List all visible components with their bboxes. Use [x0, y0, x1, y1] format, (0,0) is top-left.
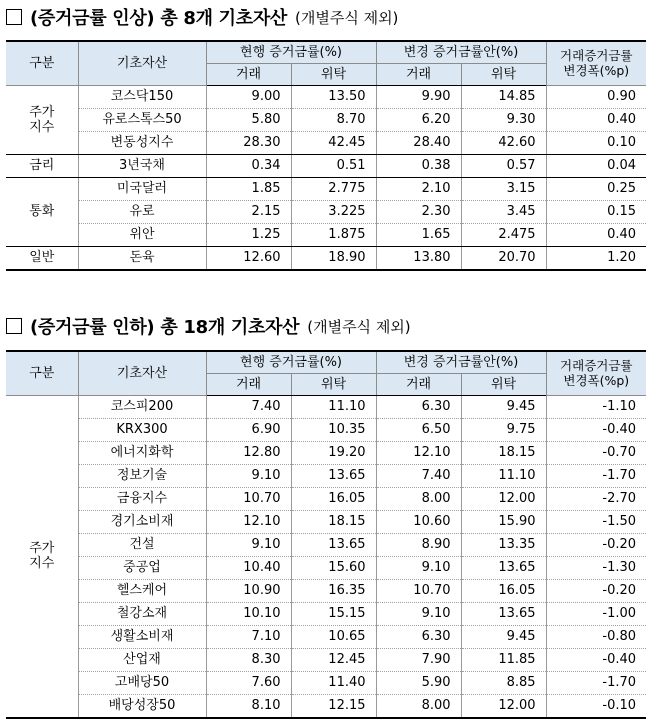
asset-cell: 배당성장50 — [78, 694, 206, 718]
current-trade-cell: 5.80 — [206, 108, 291, 131]
category-cell — [6, 85, 78, 154]
current-trust-cell: 12.45 — [291, 648, 376, 671]
proposed-trade-cell: 1.65 — [376, 223, 461, 246]
proposed-trust-cell: 0.57 — [461, 154, 546, 177]
proposed-trust-cell: 11.85 — [461, 648, 546, 671]
header-proposed: 변경 증거금률안(%) — [376, 351, 546, 373]
change-cell: -0.10 — [546, 694, 646, 718]
asset-cell: 유로 — [78, 200, 206, 223]
proposed-trust-cell: 2.475 — [461, 223, 546, 246]
current-trust-cell: 19.20 — [291, 441, 376, 464]
proposed-trade-cell: 8.00 — [376, 694, 461, 718]
asset-cell: 3년국채 — [78, 154, 206, 177]
category-label: 통화 — [29, 204, 55, 219]
current-trade-cell: 9.10 — [206, 464, 291, 487]
proposed-trade-cell: 13.80 — [376, 246, 461, 270]
header-change — [546, 351, 646, 395]
section-note: (개별주식 제외) — [307, 317, 411, 336]
table-row — [6, 625, 646, 648]
header-proposed-trade: 거래 — [376, 373, 461, 395]
change-cell: 0.10 — [546, 131, 646, 154]
current-trade-cell: 2.15 — [206, 200, 291, 223]
current-trade-cell: 12.80 — [206, 441, 291, 464]
change-cell: 1.20 — [546, 246, 646, 270]
current-trade-cell: 1.85 — [206, 177, 291, 200]
asset-cell: 유로스톡스50 — [78, 108, 206, 131]
proposed-trade-cell: 8.00 — [376, 487, 461, 510]
current-trust-cell: 0.51 — [291, 154, 376, 177]
current-trust-cell: 16.35 — [291, 579, 376, 602]
proposed-trade-cell: 9.90 — [376, 85, 461, 108]
table-row — [6, 246, 646, 270]
header-current: 현행 증거금률(%) — [206, 351, 376, 373]
current-trade-cell: 6.90 — [206, 418, 291, 441]
asset-cell: 코스닥150 — [78, 85, 206, 108]
header-category: 구분 — [6, 351, 78, 395]
section-title-increase — [6, 2, 398, 32]
current-trust-cell: 11.40 — [291, 671, 376, 694]
asset-cell: 코스피200 — [78, 395, 206, 418]
current-trust-cell: 13.50 — [291, 85, 376, 108]
proposed-trust-cell: 13.65 — [461, 556, 546, 579]
header-change-line2: 변경폭(%p) — [563, 63, 630, 79]
proposed-trust-cell: 9.75 — [461, 418, 546, 441]
table-body — [6, 85, 646, 270]
proposed-trade-cell: 6.50 — [376, 418, 461, 441]
asset-cell: 미국달러 — [78, 177, 206, 200]
current-trade-cell: 12.10 — [206, 510, 291, 533]
current-trust-cell: 11.10 — [291, 395, 376, 418]
header-change-line1: 거래증거금률 — [560, 358, 633, 374]
current-trade-cell: 28.30 — [206, 131, 291, 154]
proposed-trade-cell: 7.40 — [376, 464, 461, 487]
current-trade-cell: 1.25 — [206, 223, 291, 246]
proposed-trust-cell: 13.35 — [461, 533, 546, 556]
category-label: 주가 — [29, 104, 55, 120]
current-trade-cell: 10.10 — [206, 602, 291, 625]
table-row — [6, 441, 646, 464]
table-body — [6, 395, 646, 718]
table-row — [6, 177, 646, 200]
current-trust-cell: 10.35 — [291, 418, 376, 441]
table-row — [6, 671, 646, 694]
asset-cell: 생활소비재 — [78, 625, 206, 648]
section-title-decrease — [6, 311, 411, 341]
asset-cell: 산업재 — [78, 648, 206, 671]
current-trust-cell: 16.05 — [291, 487, 376, 510]
table-row — [6, 395, 646, 418]
table-row — [6, 648, 646, 671]
proposed-trade-cell: 2.30 — [376, 200, 461, 223]
table-row — [6, 533, 646, 556]
current-trust-cell: 15.15 — [291, 602, 376, 625]
proposed-trade-cell: 8.90 — [376, 533, 461, 556]
change-cell: -1.00 — [546, 602, 646, 625]
change-cell: -1.70 — [546, 671, 646, 694]
current-trust-cell: 13.65 — [291, 464, 376, 487]
table-row — [6, 510, 646, 533]
proposed-trust-cell: 20.70 — [461, 246, 546, 270]
table-row — [6, 154, 646, 177]
change-cell: 0.15 — [546, 200, 646, 223]
change-cell: -1.30 — [546, 556, 646, 579]
decrease-margin-table — [6, 350, 646, 719]
table-row — [6, 579, 646, 602]
category-cell — [6, 246, 78, 270]
proposed-trade-cell: 5.90 — [376, 671, 461, 694]
category-label: 주가 — [29, 541, 55, 556]
header-proposed-trust: 위탁 — [461, 63, 546, 85]
proposed-trade-cell: 12.10 — [376, 441, 461, 464]
proposed-trust-cell: 14.85 — [461, 85, 546, 108]
current-trust-cell: 15.60 — [291, 556, 376, 579]
proposed-trust-cell: 42.60 — [461, 131, 546, 154]
proposed-trade-cell: 28.40 — [376, 131, 461, 154]
proposed-trust-cell: 8.85 — [461, 671, 546, 694]
header-current: 현행 증거금률(%) — [206, 41, 376, 63]
table-row — [6, 223, 646, 246]
header-current-trade: 거래 — [206, 63, 291, 85]
proposed-trade-cell: 6.30 — [376, 395, 461, 418]
checkbox-square-icon — [6, 318, 22, 334]
category-cell — [6, 177, 78, 246]
proposed-trade-cell: 10.70 — [376, 579, 461, 602]
current-trade-cell: 7.60 — [206, 671, 291, 694]
category-label: 금리 — [29, 158, 55, 173]
change-cell: -0.40 — [546, 648, 646, 671]
category-cell — [6, 395, 78, 718]
table-row — [6, 200, 646, 223]
current-trade-cell: 10.90 — [206, 579, 291, 602]
proposed-trade-cell: 9.10 — [376, 602, 461, 625]
checkbox-square-icon — [6, 9, 22, 25]
asset-cell: 금융지수 — [78, 487, 206, 510]
asset-cell: 위안 — [78, 223, 206, 246]
proposed-trust-cell: 9.45 — [461, 625, 546, 648]
proposed-trust-cell: 12.00 — [461, 487, 546, 510]
proposed-trade-cell: 2.10 — [376, 177, 461, 200]
current-trade-cell: 7.40 — [206, 395, 291, 418]
proposed-trade-cell: 9.10 — [376, 556, 461, 579]
header-proposed-trust: 위탁 — [461, 373, 546, 395]
category-label: 지수 — [29, 556, 55, 571]
asset-cell: KRX300 — [78, 418, 206, 441]
asset-cell: 중공업 — [78, 556, 206, 579]
header-change-line1: 거래증거금률 — [560, 48, 633, 64]
section-heading: (증거금률 인하) 총 18개 기초자산 — [30, 317, 300, 338]
change-cell: -0.20 — [546, 533, 646, 556]
current-trade-cell: 8.10 — [206, 694, 291, 718]
current-trust-cell: 10.65 — [291, 625, 376, 648]
table-row — [6, 694, 646, 718]
section-note: (개별주식 제외) — [295, 8, 399, 27]
current-trade-cell: 10.70 — [206, 487, 291, 510]
header-current-trust: 위탁 — [291, 63, 376, 85]
current-trade-cell: 9.10 — [206, 533, 291, 556]
current-trust-cell: 12.15 — [291, 694, 376, 718]
proposed-trade-cell: 6.20 — [376, 108, 461, 131]
category-cell — [6, 154, 78, 177]
change-cell: 0.90 — [546, 85, 646, 108]
category-label: 지수 — [29, 119, 55, 135]
current-trust-cell: 42.45 — [291, 131, 376, 154]
change-cell: 0.04 — [546, 154, 646, 177]
change-cell: -0.20 — [546, 579, 646, 602]
proposed-trade-cell: 7.90 — [376, 648, 461, 671]
proposed-trust-cell: 12.00 — [461, 694, 546, 718]
table-row — [6, 487, 646, 510]
asset-cell: 건설 — [78, 533, 206, 556]
change-cell: -2.70 — [546, 487, 646, 510]
table-row — [6, 418, 646, 441]
table-row — [6, 131, 646, 154]
current-trust-cell: 2.775 — [291, 177, 376, 200]
category-label: 일반 — [29, 250, 55, 265]
header-proposed: 변경 증거금률안(%) — [376, 41, 546, 63]
current-trust-cell: 18.15 — [291, 510, 376, 533]
asset-cell: 정보기술 — [78, 464, 206, 487]
current-trust-cell: 8.70 — [291, 108, 376, 131]
increase-margin-table — [6, 40, 646, 271]
header-change-line2: 변경폭(%p) — [563, 373, 630, 389]
asset-cell: 변동성지수 — [78, 131, 206, 154]
header-asset: 기초자산 — [78, 351, 206, 395]
proposed-trade-cell: 10.60 — [376, 510, 461, 533]
proposed-trade-cell: 0.38 — [376, 154, 461, 177]
proposed-trust-cell: 16.05 — [461, 579, 546, 602]
header-proposed-trade: 거래 — [376, 63, 461, 85]
header-current-trust: 위탁 — [291, 373, 376, 395]
current-trust-cell: 1.875 — [291, 223, 376, 246]
table-row — [6, 602, 646, 625]
proposed-trust-cell: 13.65 — [461, 602, 546, 625]
header-asset: 기초자산 — [78, 41, 206, 85]
change-cell: -1.50 — [546, 510, 646, 533]
asset-cell: 에너지화학 — [78, 441, 206, 464]
change-cell: -0.70 — [546, 441, 646, 464]
change-cell: 0.25 — [546, 177, 646, 200]
table-row — [6, 464, 646, 487]
current-trust-cell: 13.65 — [291, 533, 376, 556]
asset-cell: 헬스케어 — [78, 579, 206, 602]
change-cell: -1.70 — [546, 464, 646, 487]
table-row — [6, 85, 646, 108]
change-cell: -0.40 — [546, 418, 646, 441]
header-category: 구분 — [6, 41, 78, 85]
asset-cell: 돈육 — [78, 246, 206, 270]
current-trade-cell: 0.34 — [206, 154, 291, 177]
proposed-trust-cell: 9.45 — [461, 395, 546, 418]
asset-cell: 경기소비재 — [78, 510, 206, 533]
header-change — [546, 41, 646, 85]
current-trade-cell: 10.40 — [206, 556, 291, 579]
table-row — [6, 108, 646, 131]
asset-cell: 철강소재 — [78, 602, 206, 625]
asset-cell: 고배당50 — [78, 671, 206, 694]
proposed-trust-cell: 18.15 — [461, 441, 546, 464]
proposed-trust-cell: 15.90 — [461, 510, 546, 533]
current-trade-cell: 7.10 — [206, 625, 291, 648]
header-current-trade: 거래 — [206, 373, 291, 395]
table-row — [6, 556, 646, 579]
proposed-trust-cell: 9.30 — [461, 108, 546, 131]
current-trade-cell: 9.00 — [206, 85, 291, 108]
current-trust-cell: 3.225 — [291, 200, 376, 223]
current-trust-cell: 18.90 — [291, 246, 376, 270]
change-cell: -0.80 — [546, 625, 646, 648]
proposed-trust-cell: 11.10 — [461, 464, 546, 487]
change-cell: 0.40 — [546, 223, 646, 246]
proposed-trade-cell: 6.30 — [376, 625, 461, 648]
change-cell: -1.10 — [546, 395, 646, 418]
current-trade-cell: 12.60 — [206, 246, 291, 270]
proposed-trust-cell: 3.45 — [461, 200, 546, 223]
proposed-trust-cell: 3.15 — [461, 177, 546, 200]
change-cell: 0.40 — [546, 108, 646, 131]
section-heading: (증거금률 인상) 총 8개 기초자산 — [30, 8, 287, 29]
current-trade-cell: 8.30 — [206, 648, 291, 671]
